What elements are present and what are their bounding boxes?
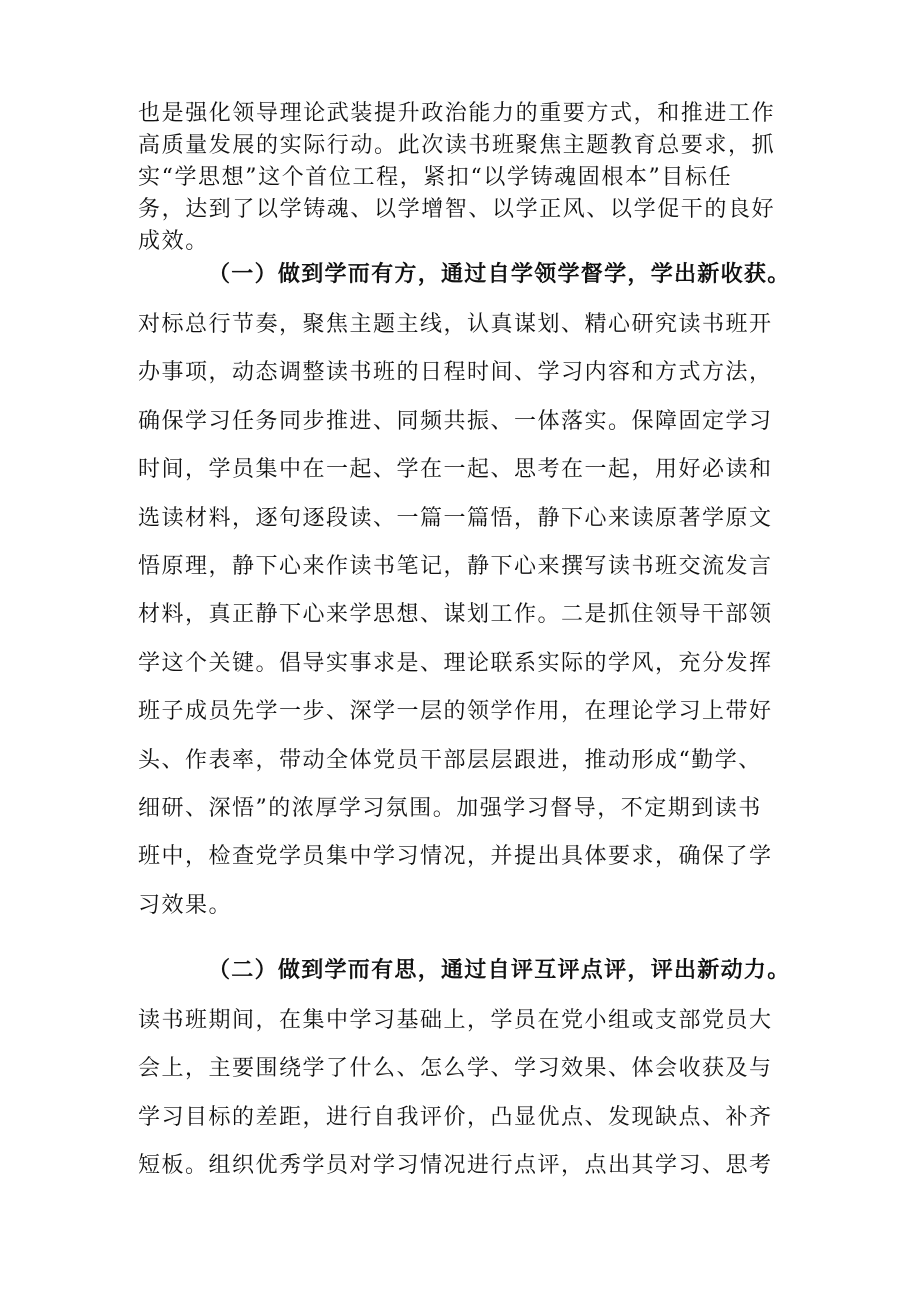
section-2-body: 读书班期间，在集中学习基础上，学员在党小组或支部党员大会上，主要围绕学了什么、怎么学、学习效果、体会收获及与学习目标的差距，进行自我评价，凸显优点、发现缺点、补齐短板。组织优秀学员对学习情况进行点评，点出其学习、思考 xyxy=(138,1008,773,1179)
section-2-heading: （二）做到学而有思，通过自评互评点评，评出新动力。 xyxy=(208,957,791,983)
intro-paragraph: 也是强化领导理论武装提升政治能力的重要方式，和推进工作高质量发展的实际行动。此次读书班聚焦主题教育总要求，抓实“学思想”这个首位工程，紧扣“以学铸魂固根本”目标任务，达到了以学铸魂、以学增智、以学正风、以学促干的良好成效。 xyxy=(138,101,776,254)
section-1-body: 对标总行节奏，聚焦主题主线，认真谋划、精心研究读书班开办事项，动态调整读书班的日程时间、学习内容和方式方法，确保学习任务同步推进、同频共振、一体落实。保障固定学习时间，学员集中在一起、学在一起、思考在一起，用好必读和选读材料，逐句逐段读、一篇一篇悟，静下心来读原著学原文悟原理，静下心来作读书笔记，静下心来撰写读书班交流发言材料，真正静下心来学思想、谋划工作。二是抓住领导干部领学这个关键。倡导实事求是、理论联系实际的学风，充分发挥班子成员先学一步、深学一层的领学作用，在理论学习上带好头、作表率，带动全体党员干部层层跟进，推动形成“勤学、细研、深悟”的浓厚学习氛围。加强学习督导，不定期到读书班中，检查党学员集中学习情况，并提出具体要求，确保了学习效果。 xyxy=(138,312,773,918)
section-1-heading: （一）做到学而有方，通过自学领学督学，学出新收获。 xyxy=(208,261,791,287)
